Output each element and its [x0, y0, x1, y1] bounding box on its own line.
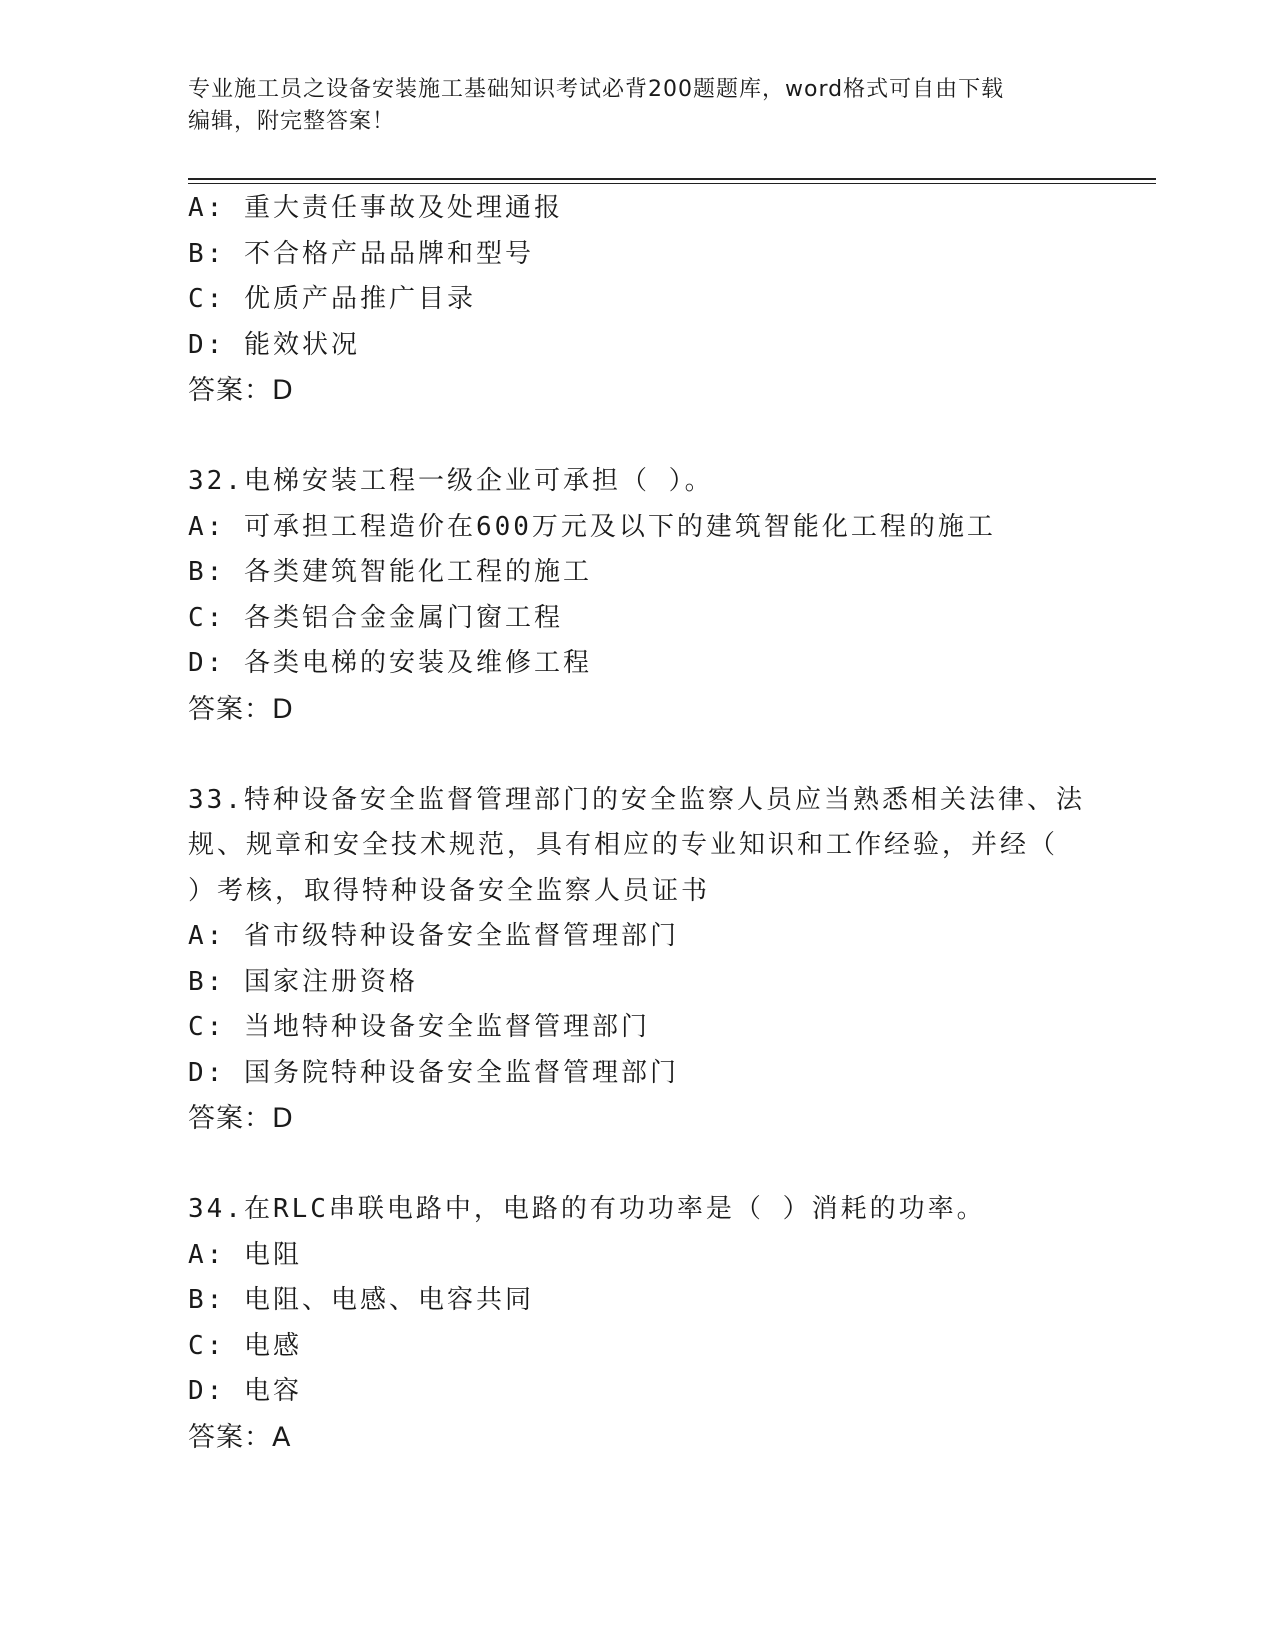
option-c: C: 优质产品推广目录 [188, 284, 476, 314]
answer-line: 答案：A [188, 1421, 292, 1453]
spacer [188, 414, 1088, 460]
option-d: D: 能效状况 [188, 329, 360, 360]
answer-line: 答案：D [188, 1103, 294, 1134]
header-line-1: 专业施工员之设备安装施工基础知识考试必背200题题库，word格式可自由下载 [188, 77, 1005, 102]
question-block-33 [188, 778, 1088, 1142]
option-a: A: 可承担工程造价在600万元及以下的建筑智能化工程的施工 [188, 511, 996, 542]
question-text-line-3: ）考核，取得特种设备安全监察人员证书 [188, 875, 711, 906]
option-b: B: 不合格产品品牌和型号 [188, 238, 534, 269]
option-d: D: 各类电梯的安装及维修工程 [188, 648, 592, 678]
option-d: D: 国务院特种设备安全监督管理部门 [188, 1057, 679, 1088]
answer-line: 答案：D [188, 375, 294, 406]
option-c: C: 电感 [188, 1330, 302, 1361]
spacer [188, 1142, 1088, 1188]
option-b: B: 各类建筑智能化工程的施工 [188, 557, 592, 587]
option-b: B: 国家注册资格 [188, 966, 418, 997]
question-list [188, 186, 1088, 1460]
question-block-34 [188, 1187, 1088, 1460]
option-c: C: 当地特种设备安全监督管理部门 [188, 1012, 650, 1042]
document-header [188, 74, 1088, 138]
question-block-32 [188, 459, 1088, 732]
answer-line: 答案：D [188, 693, 294, 725]
header-line-2: 编辑，附完整答案！ [188, 109, 396, 134]
header-divider-thick [188, 178, 1156, 180]
question-block-31 [188, 186, 1088, 414]
question-text-line-2: 规、规章和安全技术规范，具有相应的专业知识和工作经验，并经（ [188, 830, 1059, 860]
option-b: B: 电阻、电感、电容共同 [188, 1285, 534, 1315]
option-a: A: 省市级特种设备安全监督管理部门 [188, 921, 679, 951]
question-text-line-1: 33.特种设备安全监督管理部门的安全监察人员应当熟悉相关法律、法 [188, 784, 1085, 815]
header-divider-thin [188, 183, 1156, 184]
spacer [188, 732, 1088, 778]
option-d: D: 电容 [188, 1376, 302, 1406]
option-a: A: 电阻 [188, 1239, 302, 1270]
option-a: A: 重大责任事故及处理通报 [188, 193, 563, 223]
question-text: 34.在RLC串联电路中，电路的有功功率是（ ）消耗的功率。 [188, 1194, 986, 1224]
option-c: C: 各类铝合金金属门窗工程 [188, 602, 563, 633]
question-text: 32.电梯安装工程一级企业可承担（ ）。 [188, 466, 714, 496]
